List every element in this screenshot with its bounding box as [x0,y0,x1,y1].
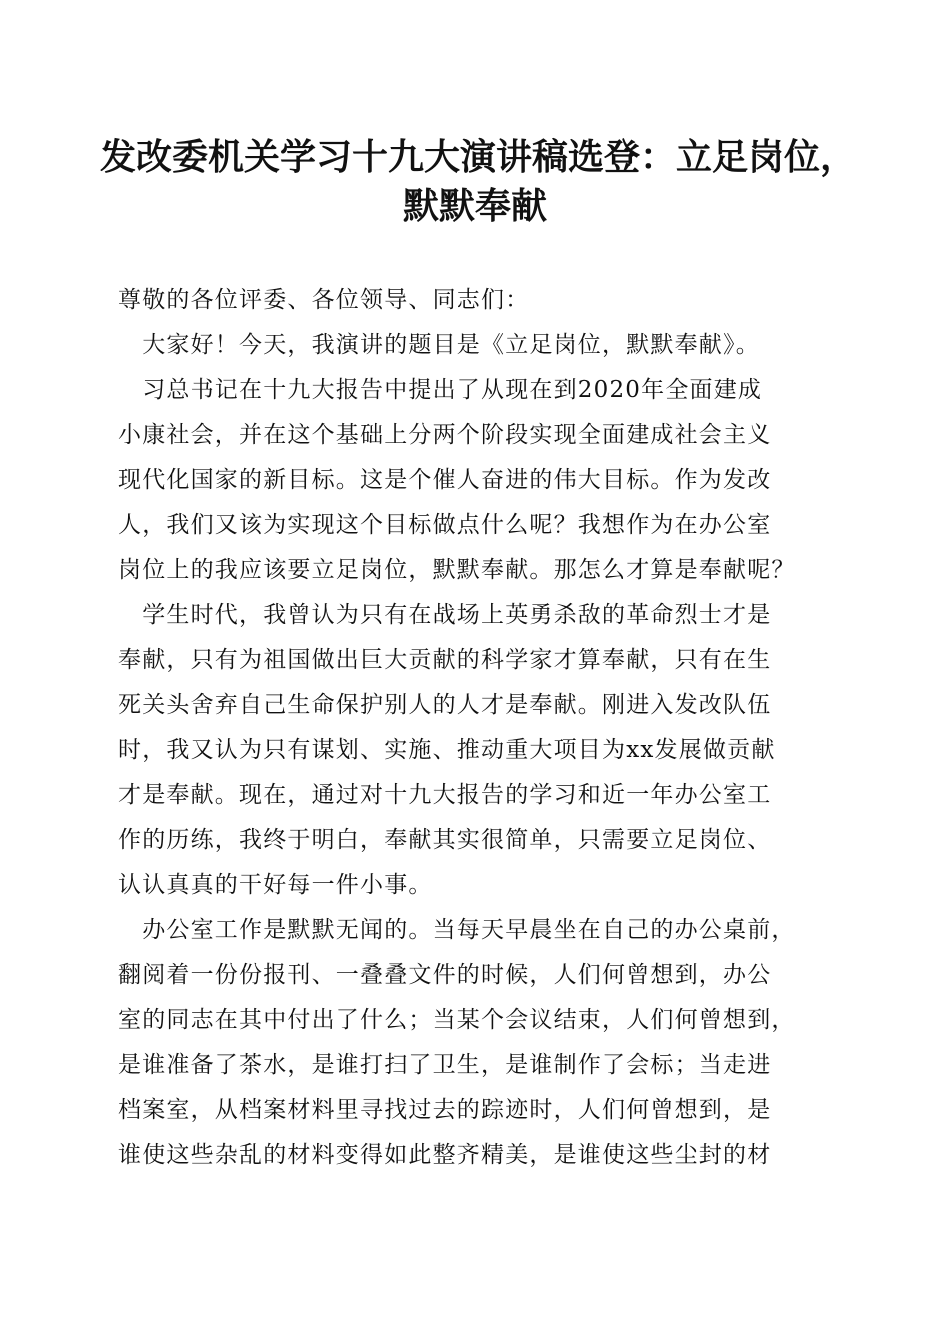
paragraph-line: 是谁准备了茶水，是谁打扫了卫生，是谁制作了会标；当走进 [118,1052,772,1078]
paragraph-line: 大家好！今天，我演讲的题目是《立足岗位，默默奉献》。 [118,332,760,358]
paragraph-line: 学生时代，我曾认为只有在战场上英勇杀敌的革命烈士才是 [118,602,772,628]
paragraph-line: 时，我又认为只有谋划、实施、推动重大项目为xx发展做贡献 [118,737,776,763]
paragraph-line: 才是奉献。现在，通过对十九大报告的学习和近一年办公室工 [118,782,772,808]
paragraph-line: 岗位上的我应该要立足岗位，默默奉献。那怎么才算是奉献呢？ [118,557,796,583]
document-title-line-2: 默默奉献 [402,185,547,227]
paragraph-line: 人，我们又该为实现这个目标做点什么呢？我想作为在办公室 [118,512,772,538]
paragraph-line: 现代化国家的新目标。这是个催人奋进的伟大目标。作为发改 [118,467,772,493]
paragraph-line: 办公室工作是默默无闻的。当每天早晨坐在自己的办公桌前， [118,917,796,943]
paragraph-line: 死关头舍弃自己生命保护别人的人才是奉献。刚进入发改队伍 [118,692,772,718]
paragraph-line: 认认真真的干好每一件小事。 [118,872,433,898]
paragraph-line: 作的历练，我终于明白，奉献其实很简单，只需要立足岗位、 [118,827,772,853]
paragraph-line: 奉献，只有为祖国做出巨大贡献的科学家才算奉献，只有在生 [118,647,772,673]
salutation-line: 尊敬的各位评委、各位领导、同志们： [118,287,530,313]
paragraph-line: 翻阅着一份份报刊、一叠叠文件的时候，人们何曾想到，办公 [118,962,772,988]
paragraph-line: 档案室，从档案材料里寻找过去的踪迹时，人们何曾想到，是 [118,1097,772,1123]
document-title-line-1: 发改委机关学习十九大演讲稿选登：立足岗位， [100,136,857,178]
paragraph-line: 谁使这些杂乱的材料变得如此整齐精美，是谁使这些尘封的材 [118,1142,772,1168]
paragraph-line: 小康社会，并在这个基础上分两个阶段实现全面建成社会主义 [118,422,772,448]
paragraph-line: 室的同志在其中付出了什么；当某个会议结束，人们何曾想到， [118,1007,796,1033]
paragraph-line: 习总书记在十九大报告中提出了从现在到2020年全面建成 [118,377,763,403]
